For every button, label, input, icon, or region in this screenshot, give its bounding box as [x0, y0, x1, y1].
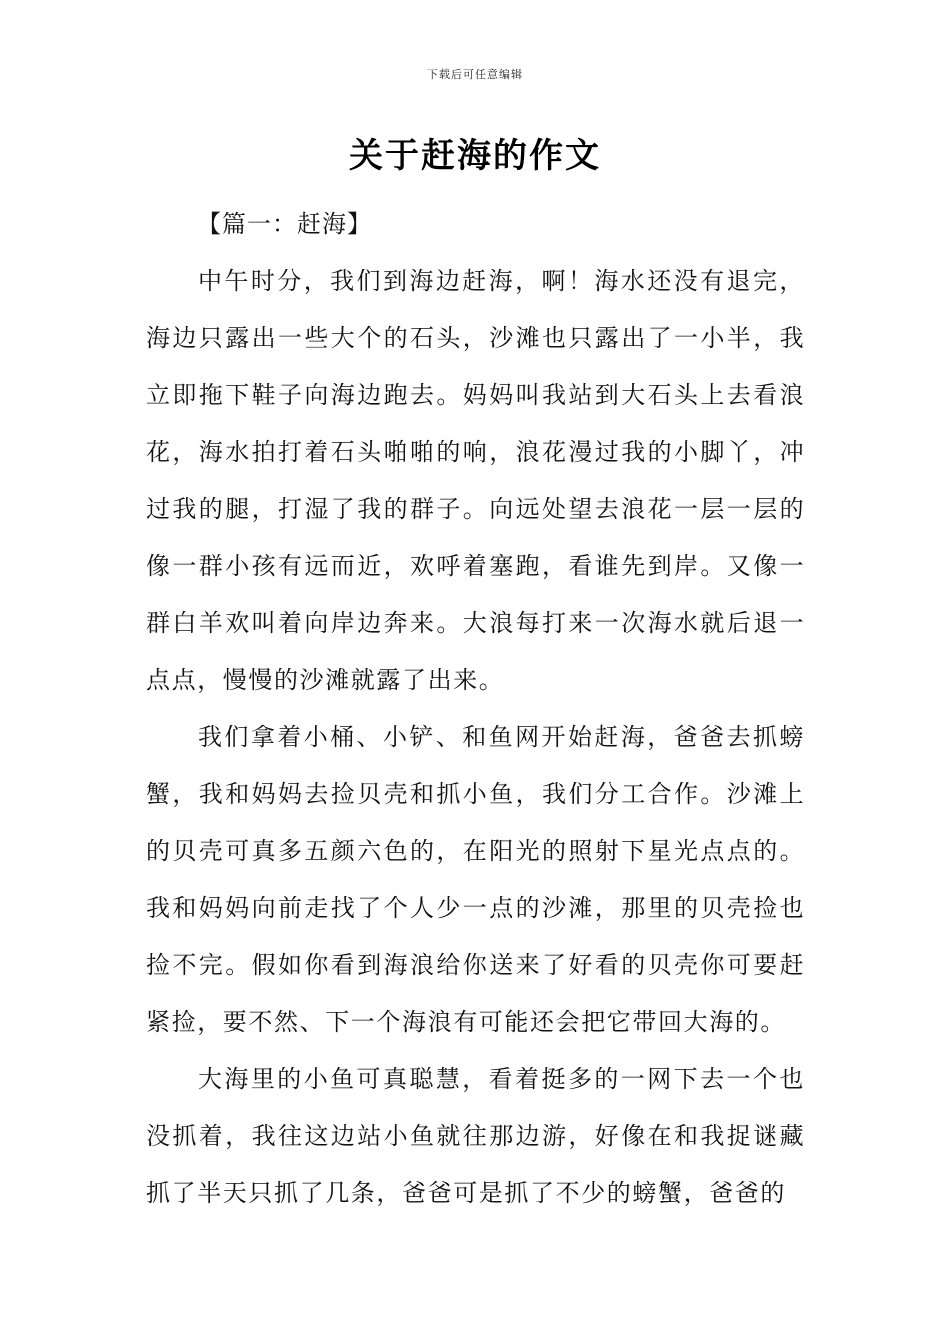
- header-note: 下载后可任意编辑: [427, 68, 523, 81]
- text-line: 花，海水拍打着石头啪啪的响，浪花漫过我的小脚丫，冲: [146, 438, 806, 466]
- text-line: 中午时分，我们到海边赶海，啊！海水还没有退完，: [198, 267, 806, 295]
- text-line: 海边只露出一些大个的石头，沙滩也只露出了一小半，我: [146, 324, 806, 352]
- text-line: 的贝壳可真多五颜六色的，在阳光的照射下星光点点的。: [146, 837, 806, 865]
- text-line: 我们拿着小桶、小铲、和鱼网开始赶海，爸爸去抓螃: [198, 723, 806, 751]
- paragraph: [146, 709, 806, 1051]
- section-heading: 【篇一：赶海】: [197, 210, 372, 238]
- text-line: 没抓着，我往这边站小鱼就往那边游，好像在和我捉谜藏: [146, 1122, 806, 1150]
- text-line: 蟹，我和妈妈去捡贝壳和抓小鱼，我们分工合作。沙滩上: [146, 780, 806, 808]
- text-line: 立即拖下鞋子向海边跑去。妈妈叫我站到大石头上去看浪: [146, 381, 806, 409]
- paragraph: [146, 1051, 806, 1222]
- body-text: [146, 253, 806, 1222]
- text-line: 群白羊欢叫着向岸边奔来。大浪每打来一次海水就后退一: [146, 609, 806, 637]
- text-line: 像一群小孩有远而近，欢呼着塞跑，看谁先到岸。又像一: [146, 552, 806, 580]
- text-line: 捡不完。假如你看到海浪给你送来了好看的贝壳你可要赶: [146, 951, 806, 979]
- text-line: 我和妈妈向前走找了个人少一点的沙滩，那里的贝壳捡也: [146, 894, 806, 922]
- text-line: 抓了半天只抓了几条，爸爸可是抓了不少的螃蟹，爸爸的: [146, 1179, 786, 1207]
- text-line: 紧捡，要不然、下一个海浪有可能还会把它带回大海的。: [146, 1008, 786, 1036]
- document-title: 关于赶海的作文: [349, 136, 601, 176]
- text-line: 大海里的小鱼可真聪慧，看着挺多的一网下去一个也: [198, 1065, 806, 1093]
- paragraph: [146, 253, 806, 709]
- text-line: 过我的腿，打湿了我的群子。向远处望去浪花一层一层的: [146, 495, 806, 523]
- text-line: 点点，慢慢的沙滩就露了出来。: [146, 666, 505, 694]
